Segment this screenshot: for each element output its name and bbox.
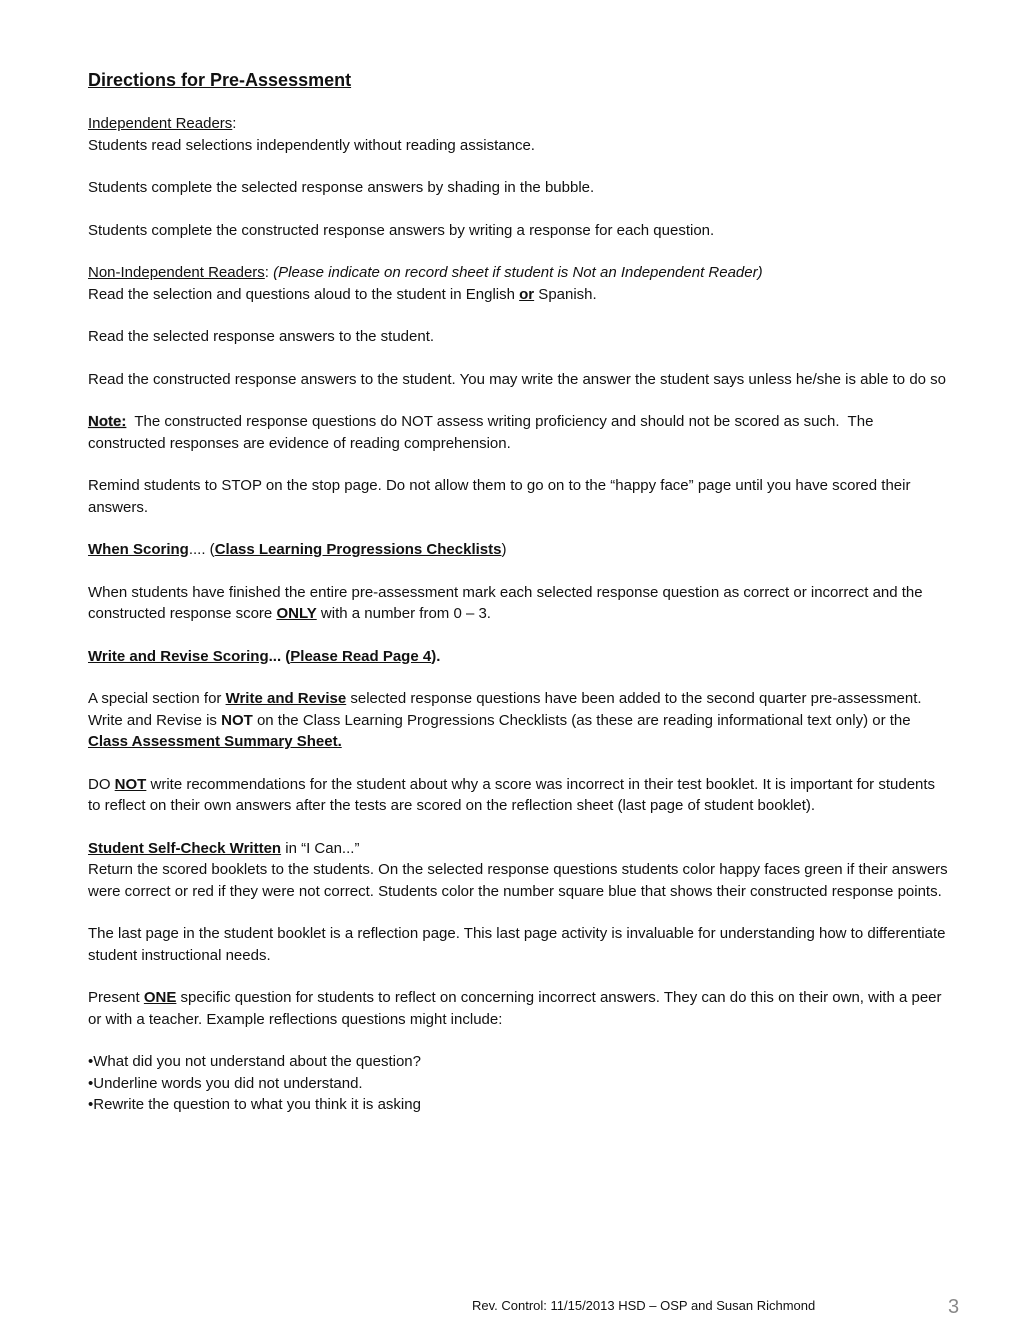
document-page	[88, 70, 948, 1137]
when-scoring-heading: When Scoring	[88, 541, 189, 558]
page-title: Directions for Pre-Assessment	[88, 70, 352, 90]
heading-colon: :	[232, 115, 237, 132]
scoring-close-paren: )	[501, 541, 507, 558]
do-not-paragraph	[88, 774, 948, 817]
self-check-suffix: in “I Can...”	[281, 839, 360, 857]
independent-line-3: Students complete the constructed response answers by writing a response for each question.	[88, 221, 715, 239]
do-not-emphasis: NOT	[114, 775, 147, 793]
or-emphasis: or	[519, 285, 535, 303]
record-sheet-note: (Please indicate on record sheet if student is Not an Independent Reader)	[273, 264, 763, 281]
non-independent-line-3: Read the constructed response answers to the student. You may write the answer the student says unless he/she is able to do so	[88, 370, 947, 388]
summary-sheet-emphasis: Class Assessment Summary Sheet.	[88, 733, 342, 750]
wr-text-a: A special section for	[88, 690, 226, 707]
self-check-heading: Student Self-Check Written	[88, 839, 282, 857]
do-not-text-a: DO	[88, 775, 115, 793]
note-section	[88, 411, 948, 454]
write-revise-separator: ... (	[268, 647, 291, 665]
reflection-paragraph: The last page in the student booklet is a reflection page. This last page activity is invaluable for understanding how to differentiate student instructional needs.	[88, 925, 946, 964]
remind-paragraph: Remind students to STOP on the stop page. Do not allow them to go on to the “happy face” page until you have scored their answers.	[88, 477, 911, 516]
list-item: •Underline words you did not understand.	[88, 1074, 363, 1092]
not-emphasis: NOT	[221, 711, 253, 729]
scoring-text: When students have finished the entire pre-assessment mark each selected response question as correct or incorrect and the constructed response score	[88, 583, 923, 622]
read-aloud-text-end: Spanish.	[534, 285, 597, 303]
scoring-separator: .... (	[188, 541, 215, 558]
list-item: •What did you not understand about the question?	[88, 1053, 421, 1070]
non-independent-readers-section	[88, 262, 948, 305]
wr-text-c: on the Class Learning Progressions Checklists (as these are reading informational text only) or the	[252, 711, 919, 729]
self-check-section	[88, 838, 948, 903]
write-revise-heading: Write and Revise Scoring	[88, 647, 269, 665]
reflection-questions-list	[88, 1051, 948, 1116]
wr-text-b: selected response questions have been added to the second quarter pre-assessment. Write and Revise is	[88, 690, 922, 729]
write-revise-emphasis: Write and Revise	[225, 690, 347, 707]
scoring-paragraph	[88, 582, 948, 625]
write-revise-paragraph	[88, 688, 948, 753]
note-label: Note:	[88, 413, 127, 430]
scoring-text-end: with a number from 0 – 3.	[316, 605, 491, 622]
revision-footer: Rev. Control: 11/15/2013 HSD – OSP and Susan Richmond	[472, 1298, 816, 1313]
do-not-text-b: write recommendations for the student about why a score was incorrect in their test booklet. It is important for students to reflect on their own answers after the tests are scored on the reflection sheet (last page of student booklet).	[88, 775, 936, 814]
present-text-a: Present	[88, 989, 144, 1006]
write-revise-close: ).	[431, 647, 441, 665]
read-aloud-text: Read the selection and questions aloud to the student in English	[88, 285, 520, 303]
when-scoring-heading-line	[88, 539, 948, 561]
only-emphasis: ONLY	[276, 605, 317, 622]
page-reference: Please Read Page 4	[290, 647, 432, 665]
present-paragraph	[88, 987, 948, 1030]
non-independent-readers-heading: Non-Independent Readers	[88, 264, 265, 281]
note-text: The constructed response questions do NOT assess writing proficiency and should not be scored as such. The constructed responses are evidence of reading comprehension.	[88, 413, 878, 452]
write-revise-heading-line	[88, 646, 948, 668]
checklists-link-text: Class Learning Progressions Checklists	[214, 541, 502, 558]
heading-colon: :	[264, 264, 274, 281]
present-text-b: specific question for students to reflect on concerning incorrect answers. They can do this on their own, with a peer or with a teacher. Example reflections questions might include:	[88, 989, 942, 1028]
non-independent-line-2: Read the selected response answers to the student.	[88, 328, 435, 345]
independent-line-1: Students read selections independently without reading assistance.	[88, 136, 535, 154]
page-number: 3	[948, 1296, 960, 1318]
independent-line-2: Students complete the selected response answers by shading in the bubble.	[88, 179, 595, 196]
list-item: •Rewrite the question to what you think it is asking	[88, 1096, 421, 1113]
independent-readers-section	[88, 113, 948, 156]
one-emphasis: ONE	[143, 989, 177, 1006]
independent-readers-heading: Independent Readers	[88, 115, 233, 132]
self-check-text: Return the scored booklets to the students. On the selected response questions students color happy faces green if their answers were correct or red if they were not correct. Students color the number square blue that shows their constructed response points.	[88, 861, 948, 900]
